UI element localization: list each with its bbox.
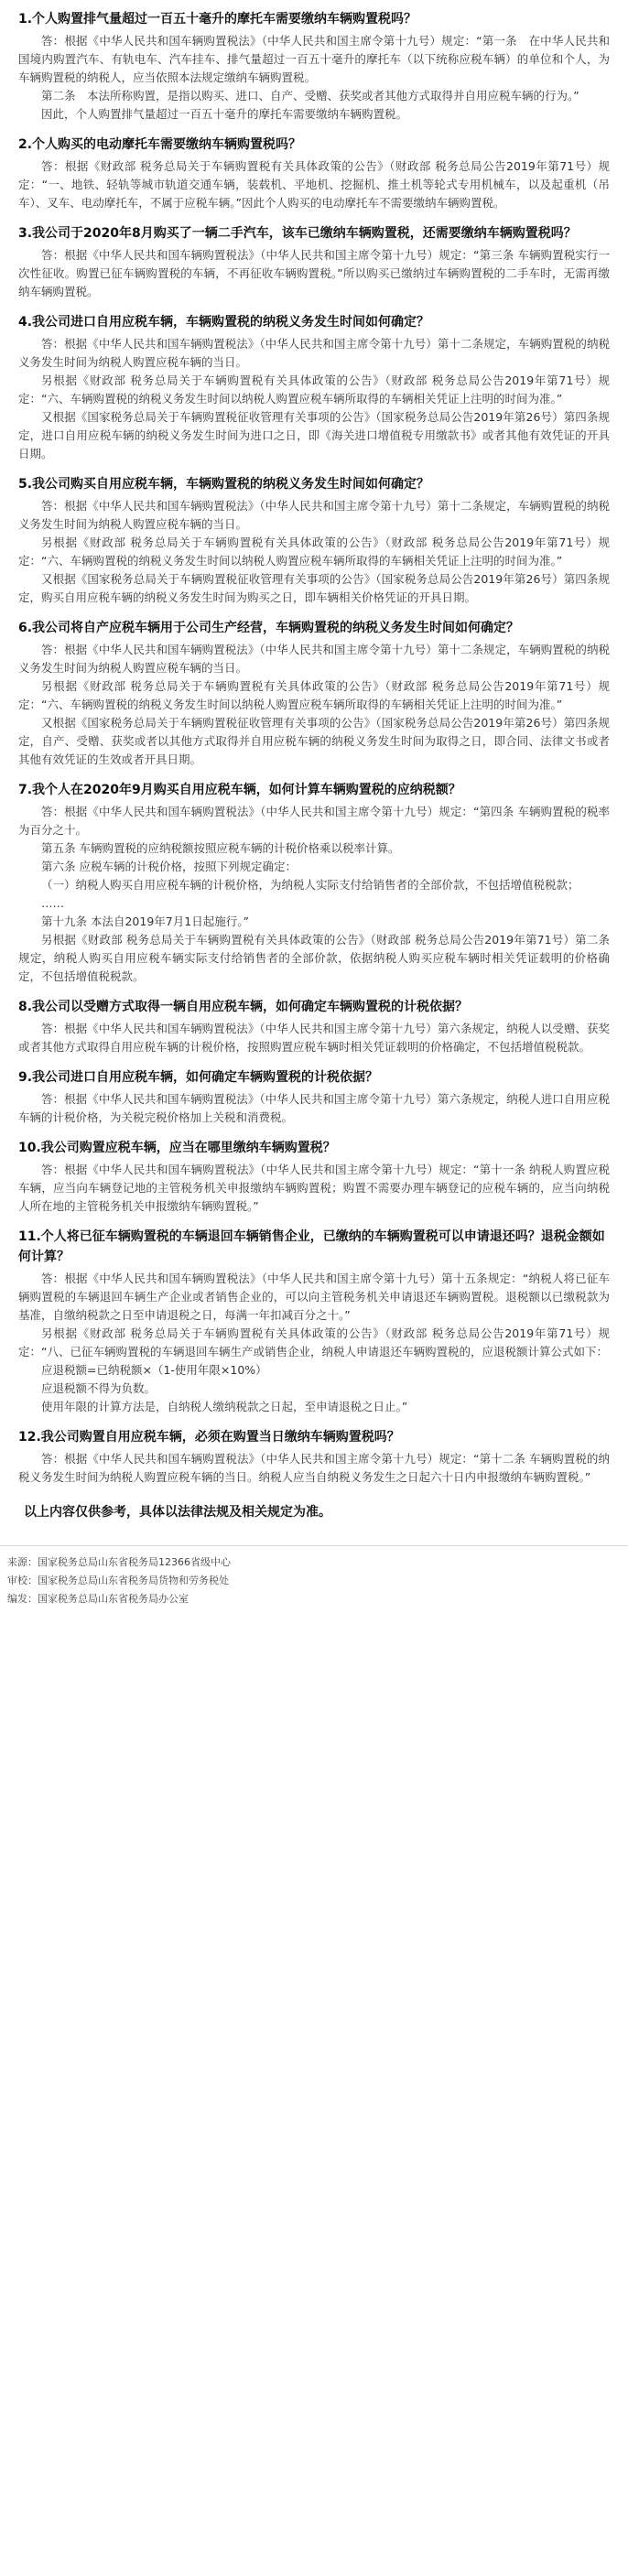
article-footer [0,1545,628,1608]
answer-paragraph: 第五条 车辆购置税的应纳税额按照应税车辆的计税价格乘以税率计算。 [41,841,400,855]
answer-paragraph: 答：根据《中华人民共和国车辆购置税法》（中华人民共和国主席令第十九号）第十五条规定：“纳税人将已征车辆购置税的车辆退回车辆生产企业或者销售企业的，可以向主管税务机关申请退还车辆购置税。退税额以已缴税款为基准，自缴纳税款之日至申请退税之日，每满一年扣减百分之十。” [18,1272,610,1322]
closing-note: 以上内容仅供参考，具体以法律法规及相关规定为准。 [24,1505,331,1520]
answer-paragraph: 第十九条 本法自2019年7月1日起施行。” [41,915,249,928]
qa-item [18,618,610,769]
question-heading: 3.我公司于2020年8月购买了一辆二手汽车，该车已缴纳车辆购置税，还需要缴纳车辆购置税吗？ [18,226,577,241]
question-heading: 2.个人购买的电动摩托车需要缴纳车辆购置税吗？ [18,137,302,152]
qa-item [18,1227,610,1416]
answer-paragraph: …… [41,896,64,910]
answer-paragraph: （一）纳税人购买自用应税车辆的计税价格，为纳税人实际支付给销售者的全部价款，不包括增值税税款； [41,878,579,892]
question-heading: 12.我公司购置自用应税车辆，必须在购置当日缴纳车辆购置税吗？ [18,1430,400,1445]
qa-item [18,1427,610,1487]
qa-item [18,997,610,1056]
qa-item [18,1067,610,1127]
qa-item [18,135,610,212]
question-heading: 9.我公司进口自用应税车辆，如何确定车辆购置税的计税依据？ [18,1070,379,1085]
answer-paragraph: 另根据《财政部 税务总局关于车辆购置税有关具体政策的公告》（财政部 税务总局公告2019年第71号）规定：“六、车辆购置税的纳税义务发生时间以纳税人购置应税车辆所取得的车辆相关凭证上注明的时间为准。” [18,373,610,406]
question-heading: 1.个人购置排气量超过一百五十毫升的摩托车需要缴纳车辆购置税吗？ [18,12,417,27]
answer-paragraph: 另根据《财政部 税务总局关于车辆购置税有关具体政策的公告》（财政部 税务总局公告2019年第71号）规定：“六、车辆购置税的纳税义务发生时间以纳税人购置应税车辆所取得的车辆相关凭证上注明的时间为准。” [18,679,610,711]
footer-editor: 编发：国家税务总局山东省税务局办公室 [7,1593,189,1605]
answer-paragraph: 答：根据《中华人民共和国车辆购置税法》（中华人民共和国主席令第十九号）规定：“第四条 车辆购置税的税率为百分之十。 [18,805,610,837]
answer-paragraph: 答：根据《中华人民共和国车辆购置税法》（中华人民共和国主席令第十九号）第十二条规定，车辆购置税的纳税义务发生时间为纳税人购置应税车辆的当日。 [18,643,610,675]
answer-paragraph: 答：根据《中华人民共和国车辆购置税法》（中华人民共和国主席令第十九号）规定：“第一条 在中华人民共和国境内购置汽车、有轨电车、汽车挂车、排气量超过一百五十毫升的摩托车（以下统称应税车辆）的单位和个人，为车辆购置税的纳税人，应当依照本法规定缴纳车辆购置税。 [18,34,610,84]
answer-paragraph: 另根据《财政部 税务总局关于车辆购置税有关具体政策的公告》（财政部 税务总局公告2019年第71号）规定：“八、已征车辆购置税的车辆退回车辆生产或销售企业，纳税人申请退还车辆购置税的，应退税额计算公式如下： [18,1326,610,1358]
answer-paragraph: 又根据《国家税务总局关于车辆购置税征收管理有关事项的公告》（国家税务总局公告2019年第26号）第四条规定，购买自用应税车辆的纳税义务发生时间为购买之日，即车辆相关价格凭证的开具日期。 [18,572,610,604]
answer-paragraph: 答：根据《中华人民共和国车辆购置税法》（中华人民共和国主席令第十九号）规定：“第三条 车辆购置税实行一次性征收。购置已征车辆购置税的车辆，不再征收车辆购置税。”所以购买已缴纳过车辆购置税的二手车时，无需再缴纳车辆购置税。 [18,248,610,298]
question-heading: 11.个人将已征车辆购置税的车辆退回车辆销售企业，已缴纳的车辆购置税可以申请退还吗？退税金额如何计算？ [18,1229,605,1264]
qa-list [18,9,610,1487]
answer-paragraph: 答：根据《中华人民共和国车辆购置税法》（中华人民共和国主席令第十九号）规定：“第十一条 纳税人购置应税车辆，应当向车辆登记地的主管税务机关申报缴纳车辆购置税；购置不需要办理车辆登记的应税车辆的，应当向纳税人所在地的主管税务机关申报缴纳车辆购置税。” [18,1163,610,1213]
answer-paragraph: 答：根据《中华人民共和国车辆购置税法》（中华人民共和国主席令第十九号）第六条规定，纳税人以受赠、获奖或者其他方式取得自用应税车辆的计税价格，按照购置应税车辆时相关凭证载明的价格确定，不包括增值税税款。 [18,1022,610,1054]
footer-source: 来源：国家税务总局山东省税务局12366省级中心 [7,1556,231,1568]
answer-paragraph: 使用年限的计算方法是，自纳税人缴纳税款之日起，至申请退税之日止。” [41,1400,408,1413]
question-heading: 5.我公司购买自用应税车辆，车辆购置税的纳税义务发生时间如何确定？ [18,477,430,492]
question-heading: 7.我个人在2020年9月购买自用应税车辆，如何计算车辆购置税的应纳税额？ [18,783,461,797]
qa-item [18,223,610,301]
answer-paragraph: 另根据《财政部 税务总局关于车辆购置税有关具体政策的公告》（财政部 税务总局公告2019年第71号）第二条规定，纳税人购买自用应税车辆实际支付给销售者的全部价款，依据纳税人购买应税车辆时相关凭证载明的价格确定，不包括增值税税款。 [18,933,610,983]
answer-paragraph: 应退税额不得为负数。 [41,1381,157,1395]
answer-paragraph: 应退税额=已纳税额×（1-使用年限×10%） [41,1363,267,1377]
qa-item [18,474,610,607]
qa-item [18,1138,610,1216]
answer-paragraph: 答：根据《中华人民共和国车辆购置税法》（中华人民共和国主席令第十九号）规定：“第十二条 车辆购置税的纳税义务发生时间为纳税人购置应税车辆的当日。纳税人应当自纳税义务发生之日起六十日内申报缴纳车辆购置税。” [18,1452,610,1484]
answer-paragraph: 答：根据《中华人民共和国车辆购置税法》（中华人民共和国主席令第十九号）第十二条规定，车辆购置税的纳税义务发生时间为纳税人购置应税车辆的当日。 [18,499,610,531]
question-heading: 4.我公司进口自用应税车辆，车辆购置税的纳税义务发生时间如何确定？ [18,315,430,330]
question-heading: 6.我公司将自产应税车辆用于公司生产经营，车辆购置税的纳税义务发生时间如何确定？ [18,621,520,635]
footer-audit: 审校：国家税务总局山东省税务局货物和劳务税处 [7,1575,229,1586]
qa-item [18,780,610,986]
question-heading: 8.我公司以受赠方式取得一辆自用应税车辆，如何确定车辆购置税的计税依据？ [18,1000,469,1014]
answer-paragraph: 答：根据《中华人民共和国车辆购置税法》（中华人民共和国主席令第十九号）第十二条规定，车辆购置税的纳税义务发生时间为纳税人购置应税车辆的当日。 [18,337,610,369]
answer-paragraph: 因此，个人购置排气量超过一百五十毫升的摩托车需要缴纳车辆购置税。 [41,107,408,121]
answer-paragraph: 另根据《财政部 税务总局关于车辆购置税有关具体政策的公告》（财政部 税务总局公告2019年第71号）规定：“六、车辆购置税的纳税义务发生时间以纳税人购置应税车辆所取得的车辆相关凭证上注明的时间为准。” [18,536,610,568]
answer-paragraph: 第二条 本法所称购置，是指以购买、进口、自产、受赠、获奖或者其他方式取得并自用应税车辆的行为。” [41,89,579,103]
question-heading: 10.我公司购置应税车辆，应当在哪里缴纳车辆购置税？ [18,1141,336,1155]
answer-paragraph: 又根据《国家税务总局关于车辆购置税征收管理有关事项的公告》（国家税务总局公告2019年第26号）第四条规定，进口自用应税车辆的纳税义务发生时间为进口之日，即《海关进口增值税专用缴款书》或者其他有效凭证的开具日期。 [18,410,610,460]
answer-paragraph: 答：根据《财政部 税务总局关于车辆购置税有关具体政策的公告》（财政部 税务总局公告2019年第71号）规定：“一、地铁、轻轨等城市轨道交通车辆，装载机、平地机、挖掘机、推土机等轮式专用机械车，以及起重机（吊车）、叉车、电动摩托车，不属于应税车辆。”因此个人购买的电动摩托车不需要缴纳车辆购置税。 [18,159,610,210]
qa-item [18,312,610,463]
answer-paragraph: 答：根据《中华人民共和国车辆购置税法》（中华人民共和国主席令第十九号）第六条规定，纳税人进口自用应税车辆的计税价格，为关税完税价格加上关税和消费税。 [18,1092,610,1124]
answer-paragraph: 第六条 应税车辆的计税价格，按照下列规定确定： [41,860,297,873]
answer-paragraph: 又根据《国家税务总局关于车辆购置税征收管理有关事项的公告》（国家税务总局公告2019年第26号）第四条规定，自产、受赠、获奖或者以其他方式取得并自用应税车辆的纳税义务发生时间为取得之日，即合同、法律文书或者其他有效凭证的生效或者开具日期。 [18,716,610,766]
qa-item [18,9,610,124]
